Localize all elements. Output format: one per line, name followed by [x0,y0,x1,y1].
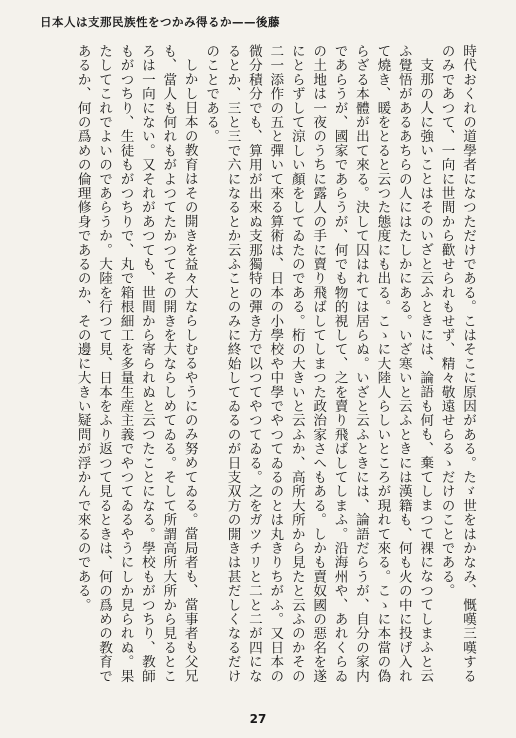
paragraph-2: 支那の人に強いことはそのいざと云ふときには、論語も何も、棄てしまつて裸になつてしまふと云ふ覺悟があるあちらの人にはたしかにある。いざ寒いと云ふときには漢籍も、何も火の中に投げ入れて燒き、暖をとると云つた態度にも出る。こゝに大陸人らしいところが現れて來る。こゝに本當の偽らざる本體が出て來る。決して囚はれては居らぬ。いざと云ふときには、論語だらうが、自分の家内であらうが、國家であらうが、何でも物的視して、之を賣り飛ばしてしまふ。沿海州や、あれくらゐの土地は一夜のうちに露人の手に賣り飛ばしてしまつた政治家さへもある。しかも賣奴國の惡名を遂にとらずして涼しい顏をしてゐたのである。桁の大きいと云ふか、高所大所から見たと云ふのかその二一添作の五と彈いて來る算術は、日本の小學校や中學でやつてゐるのとは丸きりちがふ。又日本の微分積分でも、算用が出來ぬ支那獨特の彈き方で以つてやつてゐる。之をガツチリと二と二が四になるとか、三と三で六になるとか云ふことのみに終始してゐるのが日支双方の開きは甚だしくなるだけのことである。 [203,44,434,683]
paragraph-3: しかし日本の教育はその開きを益々大ならしむるやうにのみ努めてゐる。當局者も、當事者も父兄も、當人も何れもがよつてたかつてその開きを大ならしめてゐる。そして所謂高所大所から見るところは一向にない。又それがあつても、世間から寄られぬと云つたことになる。學校もがつちり、教師もがつちり、生徒もがつちりで、丸で箱根細工を多量生産主義でやつてゐるやうにしか見られぬ。果たしてこれでよいのであらうか。大陸を行つて見、日本をふり返つて見るときは、何の爲めの教育であるか、何の爲めの倫理修身であるのか、その邊に大きい疑問が浮かんで來るのである。 [74,44,198,683]
paragraph-1: 時代おくれの道學者になつただけである。こはそこに原因がある。たゞ世をはかなみ、慨嘆三嘆するのみであつて、一向に世間から歡せられもせず、精々敬遠せらるゝだけのことである。 [438,44,476,683]
page-number: 27 [249,712,267,726]
vertical-body-text [60,44,478,690]
running-header: 日本人は支那民族性をつかみ得るか——後藤 [40,15,280,29]
